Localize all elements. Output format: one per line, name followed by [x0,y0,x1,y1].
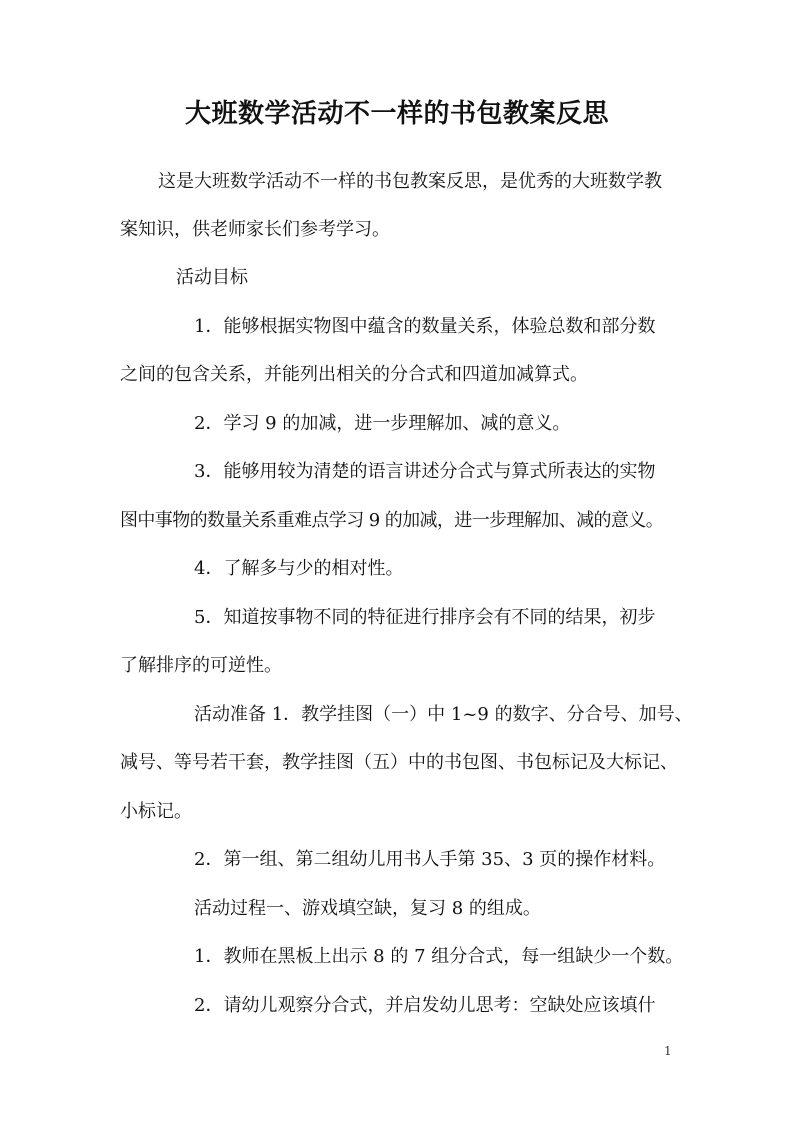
paragraph-line: 5．知道按事物不同的特征进行排序会有不同的结果，初步 [194,607,656,628]
paragraph-line: 之间的包含关系，并能列出相关的分合式和四道加减算式。 [120,364,588,385]
paragraph-line: 2．学习 9 的加减，进一步理解加、减的意义。 [194,413,571,434]
paragraph-line: 活动过程一、游戏填空缺，复习 8 的组成。 [194,898,541,919]
paragraph-line: 这是大班数学活动不一样的书包教案反思，是优秀的大班数学教 [158,171,662,192]
paragraph-line: 了解排序的可逆性。 [120,655,282,676]
paragraph-line: 2．第一组、第二组幼儿用书人手第 35、3 页的操作材料。 [194,849,666,870]
paragraph-line: 4．了解多与少的相对性。 [194,558,404,579]
paragraph-line: 图中事物的数量关系重难点学习 9 的加减，进一步理解加、减的意义。 [120,510,664,531]
section-heading: 活动目标 [176,267,248,288]
paragraph-line: 活动准备 1．教学挂图（一）中 1~9 的数字、分合号、加号、 [194,704,693,725]
paragraph-line: 1．教师在黑板上出示 8 的 7 组分合式，每一组缺少一个数。 [194,946,684,967]
paragraph-line: 案知识，供老师家长们参考学习。 [120,219,390,240]
paragraph-line: 2．请幼儿观察分合式，并启发幼儿思考：空缺处应该填什 [194,995,656,1016]
paragraph-line: 小标记。 [120,801,192,822]
page-number: 1 [664,1044,672,1058]
paragraph-line: 减号、等号若干套，教学挂图（五）中的书包图、书包标记及大标记、 [120,752,678,773]
paragraph-line: 1．能够根据实物图中蕴含的数量关系，体验总数和部分数 [194,316,656,337]
document-title: 大班数学活动不一样的书包教案反思 [184,99,609,129]
paragraph-line: 3．能够用较为清楚的语言讲述分合式与算式所表达的实物 [194,461,656,482]
